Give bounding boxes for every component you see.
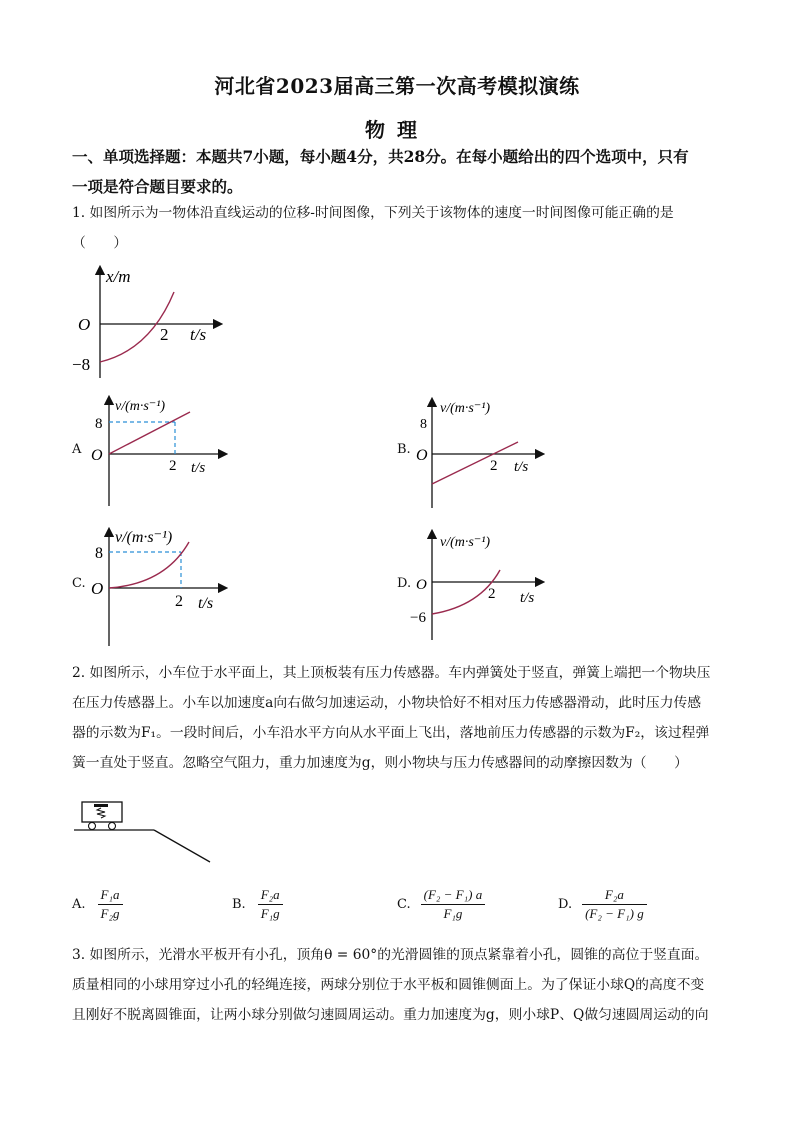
q2-option-c-denominator: F₁g bbox=[443, 905, 463, 921]
x-axis-label: t/s bbox=[514, 459, 529, 475]
x-tick-label: 2 bbox=[169, 458, 177, 474]
y-axis-label: v/(m·s⁻¹) bbox=[115, 399, 166, 414]
question-2-stem bbox=[72, 658, 732, 778]
origin-label: O bbox=[91, 579, 104, 598]
q2-cart-diagram bbox=[70, 800, 220, 868]
q1-option-b-graph[interactable] bbox=[410, 392, 550, 510]
y-axis-label: x/m bbox=[106, 267, 131, 286]
question-1-stem bbox=[72, 198, 732, 258]
q2-option-a-denominator: F₂g bbox=[100, 905, 120, 921]
pressure-sensor bbox=[94, 804, 108, 807]
x-axis-label: t/s bbox=[198, 595, 214, 612]
wheel-left bbox=[89, 823, 96, 830]
q2-option-c-numerator: (F₂ − F₁) a bbox=[421, 887, 486, 905]
y-axis-label: v/(m·s⁻¹) bbox=[440, 535, 491, 550]
ground-edge-slope bbox=[154, 830, 210, 862]
q1-option-a-graph[interactable] bbox=[85, 390, 235, 510]
q2-option-d-label: D. bbox=[558, 896, 573, 912]
spring bbox=[97, 808, 105, 818]
q1-option-c-label[interactable]: C. bbox=[72, 576, 86, 591]
q2-option-b-label: B. bbox=[232, 896, 246, 912]
y-tick-label: 8 bbox=[95, 416, 103, 432]
q2-option-a-numerator: F₁a bbox=[98, 887, 123, 905]
section-heading-line-2: 一项是符合题目要求的。 bbox=[72, 177, 243, 196]
x-axis-label: t/s bbox=[520, 590, 535, 606]
velocity-line bbox=[109, 412, 190, 454]
question-1-line-2: （ ） bbox=[72, 235, 128, 251]
y-tick-label: 8 bbox=[95, 545, 103, 562]
x-axis-label: t/s bbox=[191, 460, 206, 476]
q2-options bbox=[72, 882, 732, 926]
question-1-line-1: 1. 如图所示为一物体沿直线运动的位移-时间图像，下列关于该物体的速度一时间图像可能正确的是 bbox=[72, 205, 674, 221]
x-axis-label: t/s bbox=[190, 325, 207, 344]
q1-option-d-graph[interactable] bbox=[410, 526, 550, 644]
origin-label: O bbox=[416, 577, 427, 593]
question-2-line-3: 器的示数为F₁。一段时间后，小车沿水平方向从水平面上飞出，落地前压力传感器的示数为F₂，该过程弹 bbox=[72, 725, 710, 741]
q2-option-d-denominator: (F₂ − F₁) g bbox=[585, 905, 644, 921]
q2-option-b[interactable] bbox=[232, 882, 283, 926]
question-3-line-3: 且刚好不脱离圆锥面，让两小球分别做匀速圆周运动。重力加速度为g，则小球P、Q做匀速圆周运动的向 bbox=[72, 1007, 709, 1023]
q2-option-c[interactable] bbox=[397, 882, 485, 926]
q1-option-b-label[interactable]: B. bbox=[397, 442, 411, 457]
q2-option-b-denominator: F₁g bbox=[260, 905, 280, 921]
question-3-line-1: 3. 如图所示，光滑水平板开有小孔，顶角θ = 60°的光滑圆锥的顶点紧靠着小孔，圆锥的高位于竖直面。 bbox=[72, 947, 709, 963]
q2-option-d[interactable] bbox=[558, 882, 647, 926]
question-2-line-2: 在压力传感器上。小车以加速度a向右做匀加速运动，小物块恰好不相对压力传感器滑动，此时压力传感 bbox=[72, 695, 702, 711]
x-tick-label: 2 bbox=[490, 458, 498, 474]
q1-main-graph bbox=[70, 262, 230, 382]
origin-label: O bbox=[416, 447, 428, 464]
y-tick-label: −6 bbox=[410, 610, 426, 626]
origin-label: O bbox=[91, 447, 103, 464]
question-3-line-2: 质量相同的小球用穿过小孔的轻绳连接，两球分别位于水平板和圆锥侧面上。为了保证小球Q的高度不变 bbox=[72, 977, 705, 993]
q2-option-b-numerator: F₂a bbox=[258, 887, 283, 905]
q1-option-c-graph[interactable] bbox=[85, 522, 235, 650]
question-2-line-4: 簧一直处于竖直。忽略空气阻力，重力加速度为g，则小物块与压力传感器间的动摩擦因数为（ ） bbox=[72, 755, 688, 771]
q2-option-a[interactable] bbox=[72, 882, 123, 926]
y-tick-label: −8 bbox=[72, 355, 91, 374]
q2-option-a-label: A. bbox=[72, 896, 86, 912]
q2-option-d-numerator: F₂a bbox=[582, 887, 647, 905]
y-axis-label: v/(m·s⁻¹) bbox=[115, 529, 173, 546]
y-tick-label: 8 bbox=[420, 417, 427, 432]
q1-option-a-label[interactable]: A bbox=[72, 442, 82, 457]
velocity-line bbox=[432, 442, 518, 484]
x-tick-label: 2 bbox=[175, 593, 183, 610]
question-2-line-1: 2. 如图所示，小车位于水平面上，其上顶板装有压力传感器。车内弹簧处于竖直，弹簧上端把一个物块压 bbox=[72, 665, 711, 681]
velocity-curve bbox=[109, 542, 189, 588]
section-heading-line-1: 一、单项选择题：本题共7小题，每小题4分，共28分。在每小题给出的四个选项中，只有 bbox=[72, 147, 689, 166]
x-tick-label: 2 bbox=[488, 586, 496, 602]
wheel-right bbox=[109, 823, 116, 830]
y-axis-label: v/(m·s⁻¹) bbox=[440, 401, 491, 416]
origin-label: O bbox=[78, 315, 91, 334]
page-title: 河北省2023届高三第一次高考模拟演练 bbox=[214, 74, 580, 98]
section-heading bbox=[72, 142, 732, 202]
x-tick-label: 2 bbox=[160, 325, 169, 344]
q1-option-d-label[interactable]: D. bbox=[397, 576, 412, 591]
q2-option-c-label: C. bbox=[397, 896, 411, 912]
subject-title: 物理 bbox=[365, 118, 429, 142]
question-3-stem bbox=[72, 940, 732, 1030]
